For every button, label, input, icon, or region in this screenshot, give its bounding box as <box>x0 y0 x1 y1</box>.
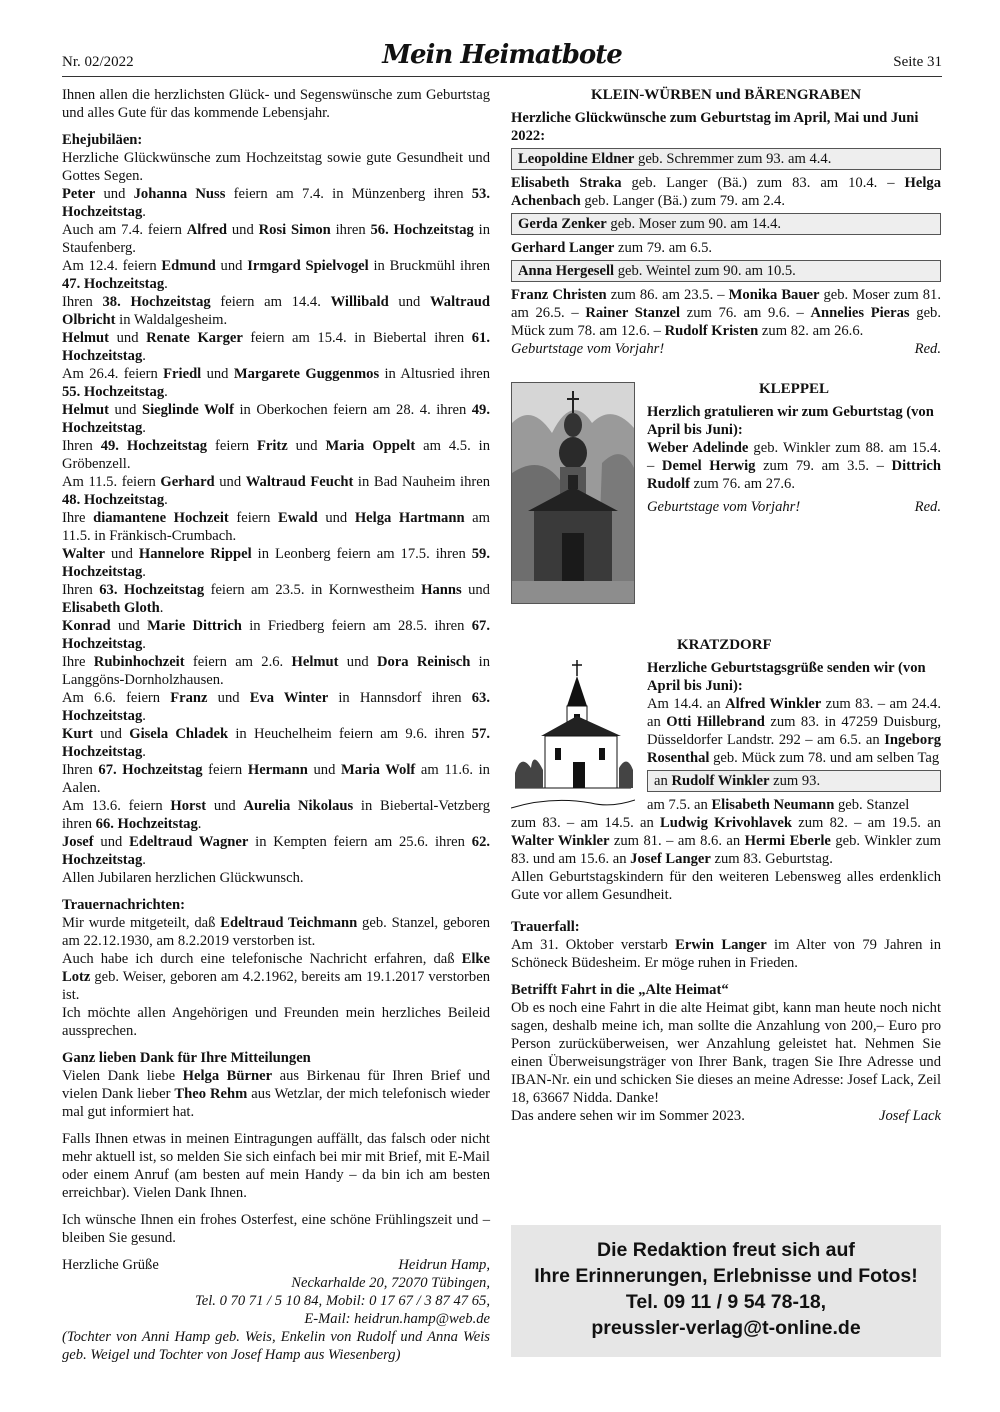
birthday-box: Anna Hergesell geb. Weintel zum 90. am 10.5. <box>511 260 941 282</box>
promo-email: preussler-verlag@t-online.de <box>591 1317 861 1339</box>
birthday-text: Gerhard Langer zum 79. am 6.5. <box>511 240 713 256</box>
list-item: Ihren 49. Hochzeitstag feiern Fritz und Maria Oppelt am 4.5. in Gröbenzell. <box>62 438 490 472</box>
ehejubilaeen-intro: Herzliche Glückwünsche zum Hochzeitstag sowie gute Gesundheit und Gottes Segen. <box>62 150 490 184</box>
masthead-logo: Mein Heimatbote <box>382 40 622 70</box>
birthday-text: am 7.5. an Elisabeth Neumann geb. Stanzel <box>647 797 910 813</box>
birthday-text: Franz Christen zum 86. am 23.5. – Monika Bauer geb. Moser zum 81. am 26.5. – Rainer Stanzel zum 76. am 9.6. – Annelies Pieras geb. Mück zum 78. am 12.6. – Rudolf Kristen zum 82. am 26.6. <box>511 287 941 339</box>
kleppel-title: KLEPPEL <box>758 381 829 397</box>
list-item: Josef und Edeltraud Wagner in Kempten feiern am 25.6. ihren 62. Hochzeitstag. <box>62 834 491 868</box>
trauer-text-2: Auch habe ich durch eine telefonische Nachricht erfahren, daß Elke Lotz geb. Weiser, geboren am 4.2.1962, bereits am 19.1.2017 verstorben ist. <box>62 951 490 1003</box>
list-item: Am 13.6. feiern Horst und Aurelia Nikolaus in Biebertal-Vetzberg ihren 66. Hochzeitstag. <box>62 798 490 832</box>
wuensche-text: Ich wünsche Ihnen ein frohes Osterfest, eine schöne Frühlingszeit und – bleiben Sie gesund. <box>62 1212 490 1246</box>
kleppel-subtitle: Herzlich gratulieren wir zum Geburtstag (von April bis Juni): <box>647 404 934 438</box>
birthday-box: Leopoldine Eldner geb. Schremmer zum 93. am 4.4. <box>511 148 941 170</box>
issue-number: Nr. 02/2022 <box>62 54 134 70</box>
list-item: Helmut und Sieglinde Wolf in Oberkochen feiern am 28. 4. ihren 49. Hochzeitstag. <box>62 402 490 436</box>
dank-text: Vielen Dank liebe Helga Bürner aus Birkenau für Ihren Brief und vielen Dank lieber Theo Rehm aus Wetzlar, der mich telefonisch wieder mal gut informiert hat. <box>62 1068 490 1120</box>
birthday-text: Weber Adelinde geb. Winkler zum 88. am 15.4. – Demel Herwig zum 79. am 3.5. – Dittrich Rudolf zum 76. am 27.6. <box>647 440 941 492</box>
kleppel-section <box>511 380 941 608</box>
trauer-text-3: Ich möchte allen Angehörigen und Freunden mein herzliches Beileid aussprechen. <box>62 1005 490 1039</box>
list-item: Am 12.4. feiern Edmund und Irmgard Spielvogel in Bruckmühl ihren 47. Hochzeitstag. <box>62 258 490 292</box>
fahrt-text: Ob es noch eine Fahrt in die alte Heimat gibt, kann man heute noch nicht sagen, deshalb meine ich, man sollte die Anzahlung von 200,– Euro pro Person zurücküberweisen, wer Anzahlung geleistet hat. Nehmen Sie einen Überweisungsträger von Ihrer Bank, tragen Sie Ihre Adresse und IBAN-Nr. ein und schicken Sie dieses an meine Adresse: Josef Lack, Zeil 18, 63667 Nidda. Danke! <box>511 1000 941 1106</box>
signature-address: Neckarhalde 20, 72070 Tübingen, <box>291 1275 490 1291</box>
page-number: Seite 31 <box>893 54 942 70</box>
fahrt-closing: Das andere sehen wir im Sommer 2023. Josef Lack <box>511 1108 941 1124</box>
kratzdorf-text <box>647 636 941 814</box>
kleppel-text <box>647 380 941 516</box>
list-item: Ihren 67. Hochzeitstag feiern Hermann und Maria Wolf am 11.6. in Aalen. <box>62 762 490 796</box>
kratzdorf-closing: Allen Geburtstagskindern für den weiteren Lebensweg alles erdenklich Gute vor allem Gesundheit. <box>511 869 941 903</box>
promo-line: Die Redaktion freut sich auf <box>597 1239 855 1261</box>
list-item: Ihre diamantene Hochzeit feiern Ewald und Helga Hartmann am 11.5. in Fränkisch-Crumbach. <box>62 510 490 544</box>
list-item: Kurt und Gisela Chladek in Heuchelheim feiern am 9.6. ihren 57. Hochzeitstag. <box>62 726 491 760</box>
fahrt-signature: Josef Lack <box>878 1108 941 1124</box>
jubilare-closing: Allen Jubilaren herzlichen Glückwunsch. <box>62 870 304 886</box>
kratzdorf-subtitle: Herzliche Geburtstagsgrüße senden wir (von April bis Juni): <box>647 660 926 694</box>
birthday-text: Elisabeth Straka geb. Langer (Bä.) zum 83. am 10.4. – Helga Achenbach geb. Langer (Bä.) zum 79. am 2.4. <box>511 175 942 209</box>
kratzdorf-section <box>511 636 941 904</box>
promo-box <box>511 1225 941 1357</box>
list-item: Helmut und Renate Karger feiern am 15.4. in Biebertal ihren 61. Hochzeitstag. <box>62 330 491 364</box>
birthday-box: an Rudolf Winkler zum 93. <box>647 770 941 792</box>
list-item: Am 11.5. feiern Gerhard und Waltraud Feucht in Bad Nauheim ihren 48. Hochzeitstag. <box>62 474 491 508</box>
intro-text: Ihnen allen die herzlichsten Glück- und Segenswünsche zum Geburtstag und alles Gute für das kommende Lebensjahr. <box>62 87 490 121</box>
trauerfall-heading: Trauerfall: <box>511 919 580 935</box>
signature-email: E-Mail: heidrun.hamp@web.de <box>304 1311 490 1327</box>
list-item: Peter und Johanna Nuss feiern am 7.4. in Münzenberg ihren 53. Hochzeitstag. <box>62 186 490 220</box>
signature-name: Heidrun Hamp, <box>398 1257 490 1273</box>
list-item: Am 26.4. feiern Friedl und Margarete Guggenmos in Altusried ihren 55. Hochzeitstag. <box>62 366 491 400</box>
signature-row <box>62 1256 490 1274</box>
falls-text: Falls Ihnen etwas in meinen Eintragungen auffällt, das falsch oder nicht mehr aktuell ist, so melden Sie sich einfach bei mir mit Brief, mit E-Mail oder einem Anruf (am besten auf mein Handy – da bin ich am besten erreichbar). Vielen Dank Ihnen. <box>62 1131 490 1201</box>
birthday-text: zum 83. – am 14.5. an Ludwig Krivohlavek zum 82. – am 19.5. an Walter Winkler zum 81. – am 8.6. an Hermi Eberle geb. Winkler zum 83. und am 15.6. an Josef Langer zum 83. Geburtstag. <box>511 815 941 867</box>
greeting: Herzliche Grüße <box>62 1257 159 1273</box>
list-item: Walter und Hannelore Rippel in Leonberg feiern am 17.5. ihren 59. Hochzeitstag. <box>62 546 490 580</box>
klein-wuerben-title: KLEIN-WÜRBEN und BÄRENGRABEN <box>590 87 862 103</box>
header-rule <box>62 76 942 77</box>
list-item: Konrad und Marie Dittrich in Friedberg feiern am 28.5. ihren 67. Hochzeitstag. <box>62 618 490 652</box>
list-item: Ihren 63. Hochzeitstag feiern am 23.5. in Kornwestheim Hanns und Elisabeth Gloth. <box>62 582 490 616</box>
trauer-text-1: Mir wurde mitgeteilt, daß Edeltraud Teichmann geb. Stanzel, geboren am 22.12.1930, am 8.2.2019 verstorben ist. <box>62 915 490 949</box>
promo-phone: Tel. 09 11 / 9 54 78-18, <box>625 1291 827 1313</box>
birthday-text: Am 14.4. an Alfred Winkler zum 83. – am 24.4. an Otti Hillebrand zum 83. in 47259 Duisburg, Düsseldorfer Landstr. 292 – am 6.5. an Ingeborg Rosenthal geb. Mück zum 78. und am selben Tag <box>647 696 941 766</box>
right-column <box>511 86 941 1125</box>
chapel-photo <box>511 382 635 604</box>
fahrt-heading: Betrifft Fahrt in die „Alte Heimat“ <box>511 982 729 998</box>
list-item: Auch am 7.4. feiern Alfred und Rosi Simon ihren 56. Hochzeitstag in Staufenberg. <box>62 222 491 256</box>
list-item: Ihren 38. Hochzeitstag feiern am 14.4. Willibald und Waltraud Olbricht in Waldalgesheim. <box>62 294 491 328</box>
list-item: Ihre Rubinhochzeit feiern am 2.6. Helmut und Dora Reinisch in Langgöns-Dornholzhausen. <box>62 654 491 688</box>
kratzdorf-title: KRATZDORF <box>677 637 772 653</box>
trauerfall-text: Am 31. Oktober verstarb Erwin Langer im Alter von 79 Jahren in Schöneck Büdesheim. Er möge ruhen in Frieden. <box>511 937 942 971</box>
klein-wuerben-subtitle: Herzliche Glückwünsche zum Geburtstag im April, Mai und Juni 2022: <box>511 110 919 144</box>
ehejubilaeen-list <box>62 185 490 869</box>
list-item: Am 6.6. feiern Franz und Eva Winter in Hannsdorf ihren 63. Hochzeitstag. <box>62 690 490 724</box>
signature-phone: Tel. 0 70 71 / 5 10 84, Mobil: 0 17 67 / 3 87 47 65, <box>195 1293 490 1309</box>
trauer-heading: Trauernachrichten: <box>62 897 185 913</box>
birthday-box: Gerda Zenker geb. Moser zum 90. am 14.4. <box>511 213 941 235</box>
vorjahr-note: Geburtstage vom Vorjahr! Red. <box>511 341 941 357</box>
church-drawing <box>511 658 635 818</box>
dank-heading: Ganz lieben Dank für Ihre Mitteilungen <box>62 1050 311 1066</box>
signature-note: (Tochter von Anni Hamp geb. Weis, Enkelin von Rudolf und Anna Weis geb. Weigel und Tochter von Josef Hamp aus Wiesenberg) <box>62 1329 490 1363</box>
left-column <box>62 86 490 1364</box>
promo-line: Ihre Erinnerungen, Erlebnisse und Fotos! <box>534 1265 918 1287</box>
vorjahr-note: Geburtstage vom Vorjahr! Red. <box>647 499 941 515</box>
ehejubilaeen-heading: Ehejubiläen: <box>62 132 143 148</box>
page-header <box>62 40 942 76</box>
